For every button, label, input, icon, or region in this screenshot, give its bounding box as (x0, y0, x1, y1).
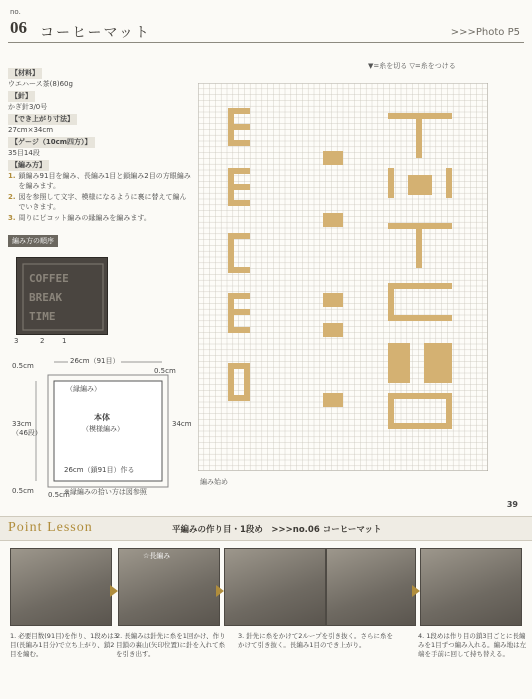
method-label: 【編み方】 (8, 160, 49, 171)
chart-pattern-block (228, 200, 250, 206)
gauge-value: 35目14段 (8, 148, 40, 157)
lesson-photo (118, 548, 220, 626)
height-right-label: 34cm (172, 420, 192, 428)
gauge-label: 【ゲージ（10cm四方）】 (8, 137, 95, 148)
needle-value: かぎ針3/0号 (8, 102, 48, 111)
chart-pattern-block (228, 309, 250, 315)
body-sub-label: （模様編み） (82, 425, 124, 433)
chart-pattern-block (323, 151, 343, 165)
chart-pattern-block (244, 363, 250, 401)
crochet-chart (198, 83, 488, 471)
chart-start-label: 編み始め (200, 478, 228, 486)
chart-pattern-block (388, 343, 410, 383)
lesson-photo (10, 548, 112, 626)
arrow-icon (412, 585, 420, 597)
swatch-photo (16, 257, 108, 335)
edge-label: 0.5cm (48, 491, 70, 499)
diagram-note: ※縁編みの拾い方は図参照 (64, 488, 147, 496)
lesson-subtitle: 平編みの作り目・1段め >>>no.06 コーヒーマット (172, 525, 382, 535)
chart-pattern-block (323, 323, 343, 337)
photo-reference: >>>Photo P5 (450, 27, 520, 38)
arrow-icon (110, 585, 118, 597)
lesson-caption: 1. 必要目数(91目)を作り、1段めは3目(長編み1目分)で立ち上がり、鎖2目を編む。 (10, 632, 118, 658)
order-number: 1 (62, 337, 67, 345)
order-number: 2 (40, 337, 45, 345)
chart-pattern-block (228, 140, 250, 146)
height-left-label: 33cm（46段） (12, 420, 42, 437)
step-item: 1. 鎖編み91目を編み、長編み1目と鎖編み2目の方眼編みを編みます。 (8, 171, 191, 190)
chart-pattern-block (408, 175, 432, 195)
chart-pattern-block (228, 267, 250, 273)
svg-text:BREAK: BREAK (29, 291, 63, 304)
page-number: 39 (506, 500, 518, 509)
size-diagram (8, 350, 193, 510)
svg-text:COFFEE: COFFEE (29, 272, 69, 285)
chart-pattern-block (388, 283, 452, 289)
lesson-photo (224, 548, 326, 626)
needle-label: 【針】 (8, 91, 35, 102)
number-prefix: no. (10, 8, 21, 16)
lesson-photo (326, 548, 416, 626)
arrow-icon (216, 585, 224, 597)
svg-text:TIME: TIME (29, 310, 56, 323)
chart-pattern-block (388, 393, 452, 399)
edge-label: 0.5cm (12, 362, 34, 370)
materials-label: 【材料】 (8, 68, 42, 79)
lesson-title: Point Lesson (8, 520, 93, 535)
chart-pattern-block (228, 327, 250, 333)
instructions-panel (8, 66, 193, 223)
size-value: 27cm×34cm (8, 125, 54, 134)
chart-pattern-block (424, 343, 452, 383)
chart-pattern-block (323, 293, 343, 307)
chart-pattern-block (388, 423, 452, 429)
photo-tag: ☆長編み (143, 552, 171, 560)
chart-pattern-block (323, 393, 343, 407)
lesson-caption: 3. 針先に糸をかけて2ループを引き抜く。さらに糸をかけて引き抜く。長編み1目のでき上がり。 (238, 632, 393, 649)
body-label: 本体 (94, 413, 110, 422)
chart-pattern-block (228, 233, 250, 239)
chart-pattern-block (228, 184, 250, 190)
lesson-photo (420, 548, 522, 626)
chart-pattern-block (416, 223, 422, 268)
materials-value: ウエハース茶(8)60g (8, 79, 73, 88)
chart-pattern-block (416, 113, 422, 158)
size-label: 【でき上がり寸法】 (8, 114, 77, 125)
lesson-caption: 2. 長編みは針先に糸を1回かけ、作り目鎖の裏山(矢印位置)に針を入れて糸を引き出す。 (116, 632, 226, 658)
header-divider (8, 42, 524, 43)
chart-pattern-block (388, 315, 452, 321)
page-title: コーヒーマット (40, 25, 151, 41)
chart-pattern-block (388, 168, 394, 198)
width-bottom-label: 26cm（鎖91目）作る (64, 466, 135, 474)
order-label: 編み方の順序 (8, 235, 58, 247)
step-item: 2. 図を参照して文字、模様になるように裏に替えて編んでいきます。 (8, 192, 187, 211)
edge-label: 0.5cm (12, 487, 34, 495)
chart-pattern-block (228, 124, 250, 130)
order-number: 3 (14, 337, 19, 345)
edge-label: 0.5cm (154, 367, 176, 375)
chart-pattern-block (446, 168, 452, 198)
chart-legend: ▼=糸を切る ▽=糸をつける (368, 62, 456, 70)
lesson-caption: 4. 1段めは作り目の鎖3目ごとに長編みを1目ずつ編み入れる。編み地は左端を手前に回して持ち替える。 (418, 632, 527, 658)
step-item: 3. 周りにピコット編みの縁編みを編みます。 (8, 213, 151, 222)
border-label: （縁編み） (66, 385, 101, 393)
pattern-number: 06 (10, 18, 27, 37)
chart-pattern-block (323, 213, 343, 227)
width-top-label: 26cm（91目） (70, 357, 120, 365)
